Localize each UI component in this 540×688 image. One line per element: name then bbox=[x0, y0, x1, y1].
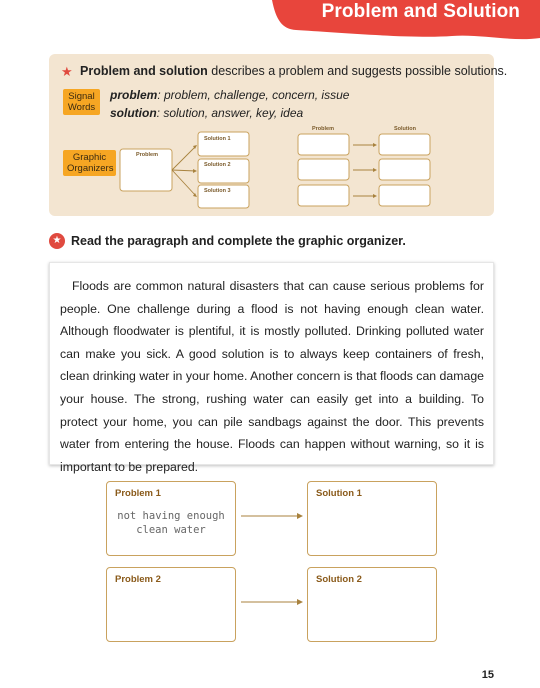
mini-solution-2-label: Solution 2 bbox=[204, 162, 231, 168]
instruction-star-icon: ★ bbox=[49, 233, 65, 249]
graphic-organizers-tag: Graphic Organizers bbox=[63, 150, 116, 176]
page-number: 15 bbox=[481, 669, 494, 681]
mini-col-solution-label: Solution bbox=[394, 126, 416, 132]
definition-term: Problem and solution bbox=[80, 64, 208, 78]
mini-solution-1-label: Solution 1 bbox=[204, 136, 231, 142]
signal-solution-list: : solution, answer, key, idea bbox=[156, 106, 304, 120]
problem-1-answer-line-2: clean water bbox=[136, 524, 206, 536]
signal-words-tag: Signal Words bbox=[63, 89, 100, 115]
reading-paragraph: Floods are common natural disasters that can cause serious problems for people. One challenge during a flood is not having enough clean water. Although floodwater is plentiful, it is mostly polluted. Drinking polluted water can make you sick. A good solution is to always keep containers of fresh, clean drinking water in your home. Another concern is that floods can damage your house. The strong, rushing water can easily get into a building. To protect your home, you can pile sandbags against the door. This prevents water from entering the house. Floods can happen without warning, so it is important to be prepared. bbox=[60, 279, 484, 474]
definition-body: describes a problem and suggests possible solutions. bbox=[207, 64, 508, 78]
mini-col-problem-label: Problem bbox=[312, 126, 335, 132]
star-icon: ★ bbox=[61, 64, 73, 79]
problem-2-label: Problem 2 bbox=[115, 574, 161, 585]
signal-solution-word: solution bbox=[110, 106, 157, 120]
solution-2-label: Solution 2 bbox=[316, 574, 362, 585]
mini-problem-label: Problem bbox=[136, 152, 159, 158]
solution-1-label: Solution 1 bbox=[316, 488, 362, 499]
problem-1-answer-line-1: not having enough bbox=[117, 510, 225, 522]
page-title: Problem and Solution bbox=[321, 1, 520, 22]
signal-problem-word: problem bbox=[110, 88, 158, 102]
problem-1-label: Problem 1 bbox=[115, 488, 161, 499]
signal-problem-list: : problem, challenge, concern, issue bbox=[157, 88, 350, 102]
mini-solution-3-label: Solution 3 bbox=[204, 188, 231, 194]
instruction-text: Read the paragraph and complete the graphic organizer. bbox=[71, 234, 406, 248]
